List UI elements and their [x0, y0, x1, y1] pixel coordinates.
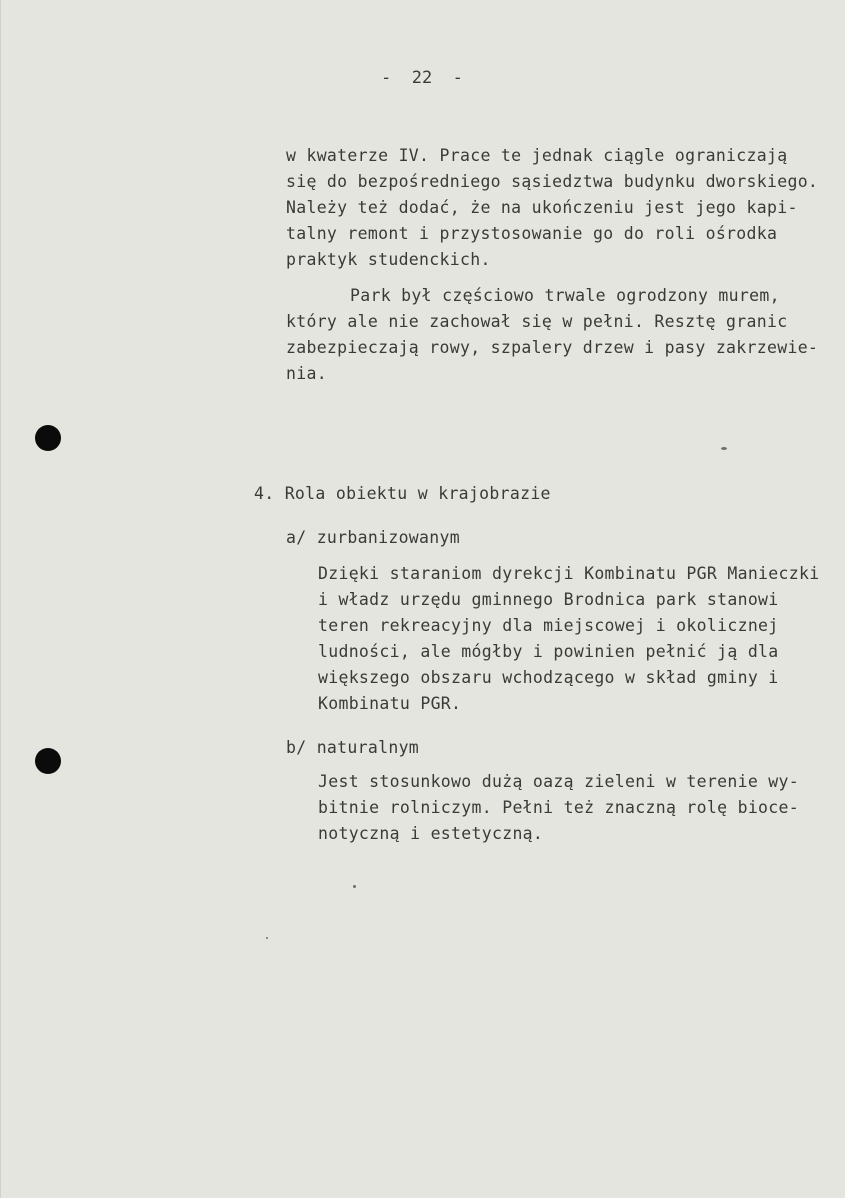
- text-line: Należy też dodać, że na ukończeniu jest jego kapi-: [286, 198, 798, 217]
- section-heading: 4. Rola obiektu w krajobrazie: [254, 484, 551, 503]
- text-line: i władz urzędu gminnego Brodnica park stanowi: [318, 590, 779, 609]
- subsection-a-label: a/ zurbanizowanym: [286, 528, 460, 547]
- subsection-b-label: b/ naturalnym: [286, 738, 420, 757]
- speck-mark: [721, 447, 727, 450]
- text-line: ludności, ale mógłby i powinien pełnić ją dla: [318, 642, 779, 661]
- text-line: Dzięki staraniom dyrekcji Kombinatu PGR Manieczki: [318, 564, 820, 583]
- text-line: nia.: [286, 364, 327, 383]
- speck-mark: [266, 937, 268, 939]
- text-line: zabezpieczają rowy, szpalery drzew i pasy zakrzewie-: [286, 338, 819, 357]
- text-line: Jest stosunkowo dużą oazą zieleni w terenie wy-: [318, 772, 799, 791]
- page-number: - 22 -: [381, 68, 463, 88]
- text-line: teren rekreacyjny dla miejscowej i okolicznej: [318, 616, 779, 635]
- text-line: Kombinatu PGR.: [318, 694, 462, 713]
- text-line: się do bezpośredniego sąsiedztwa budynku dworskiego.: [286, 172, 819, 191]
- text-line: praktyk studenckich.: [286, 250, 491, 269]
- text-line: który ale nie zachował się w pełni. Resztę granic: [286, 312, 788, 331]
- text-line: bitnie rolniczym. Pełni też znaczną rolę bioce-: [318, 798, 799, 817]
- text-line: talny remont i przystosowanie go do roli ośrodka: [286, 224, 778, 243]
- text-line: w kwaterze IV. Prace te jednak ciągle ograniczają: [286, 146, 788, 165]
- speck-mark: [353, 885, 356, 888]
- text-line: notyczną i estetyczną.: [318, 824, 544, 843]
- text-line: większego obszaru wchodzącego w skład gminy i: [318, 668, 779, 687]
- text-line: Park był częściowo trwale ogrodzony murem,: [350, 286, 780, 305]
- punch-hole-lower: [35, 748, 61, 774]
- punch-hole-upper: [35, 425, 61, 451]
